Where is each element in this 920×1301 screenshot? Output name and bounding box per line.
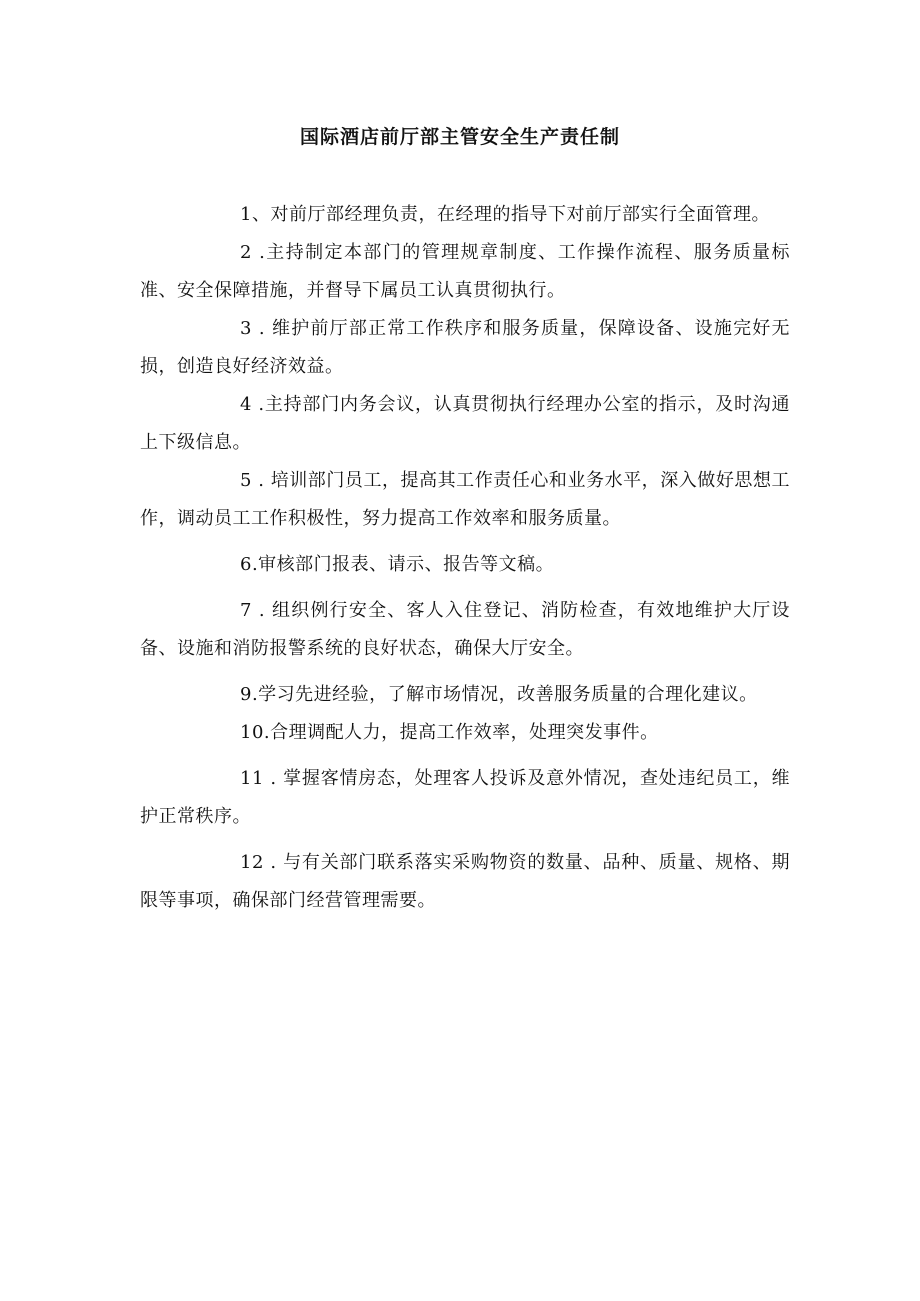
list-item-11 xyxy=(140,760,790,836)
item-text: .合理调配人力，提高工作效率，处理突发事件。 xyxy=(263,722,659,743)
item-number: 5 xyxy=(240,470,252,491)
item-number: 7 xyxy=(240,600,252,621)
item-number: 4 xyxy=(240,394,252,415)
item-number: 3 xyxy=(240,318,252,339)
item-text: .主持部门内务会议，认真贯彻执行经理办公室的指示，及时沟通上下级信息。 xyxy=(140,394,790,453)
list-item-2 xyxy=(140,234,790,310)
item-number: 6 xyxy=(240,554,252,575)
list-item-7 xyxy=(140,592,790,668)
list-item-5 xyxy=(140,462,790,538)
item-text: .学习先进经验，了解市场情况，改善服务质量的合理化建议。 xyxy=(251,684,758,705)
list-item-1 xyxy=(140,196,790,234)
document-body xyxy=(140,196,790,920)
item-number: 1 xyxy=(240,204,252,225)
list-item-6 xyxy=(140,546,790,584)
item-text: .审核部门报表、请示、报告等文稿。 xyxy=(251,554,555,575)
item-text: . 维护前厅部正常工作秩序和服务质量，保障设备、设施完好无损，创造良好经济效益。 xyxy=(140,318,790,377)
item-number: 11 xyxy=(240,768,264,789)
item-number: 12 xyxy=(240,852,264,873)
item-number: 9 xyxy=(240,684,252,705)
list-item-12 xyxy=(140,844,790,920)
list-item-9 xyxy=(140,676,790,714)
item-text: . 培训部门员工，提高其工作责任心和业务水平，深入做好思想工作，调动员工工作积极性，努力提高工作效率和服务质量。 xyxy=(140,470,790,529)
list-item-4 xyxy=(140,386,790,462)
item-text: . 与有关部门联系落实采购物资的数量、品种、质量、规格、期限等事项，确保部门经营管理需要。 xyxy=(140,852,790,911)
item-text: . 组织例行安全、客人入住登记、消防检查，有效地维护大厅设备、设施和消防报警系统的良好状态，确保大厅安全。 xyxy=(140,600,790,659)
item-text: 、对前厅部经理负责，在经理的指导下对前厅部实行全面管理。 xyxy=(251,204,770,225)
list-item-3 xyxy=(140,310,790,386)
document-title: 国际酒店前厅部主管安全生产责任制 xyxy=(299,126,620,148)
item-text: . 掌握客情房态，处理客人投诉及意外情况，查处违纪员工，维护正常秩序。 xyxy=(140,768,790,827)
item-text: .主持制定本部门的管理规章制度、工作操作流程、服务质量标准、安全保障措施，并督导下属员工认真贯彻执行。 xyxy=(140,242,790,301)
item-number: 10 xyxy=(240,722,264,743)
list-item-10 xyxy=(140,714,790,752)
item-number: 2 xyxy=(240,242,252,263)
